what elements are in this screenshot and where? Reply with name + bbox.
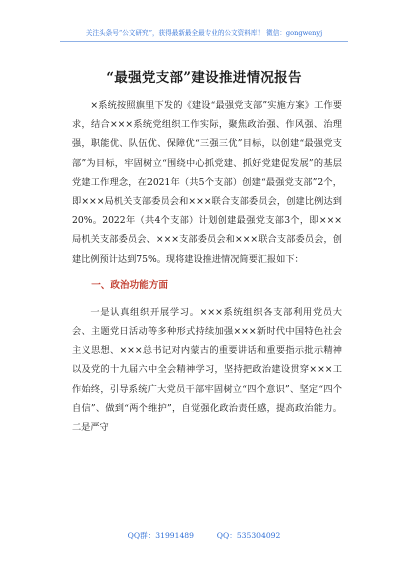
intro-paragraph: ×系统按照旗里下发的《建设“最强党支部”实施方案》工作要求，结合×××系统党组织工作实际，聚焦政治强、作风强、治理强，职能优、队伍优、保障优“三强三优”目标，以创建“最强党支部”为目标，牢固树立“围绕中心抓党建、抓好党建促发展”的基层党建工作理念，在2021年（共5个支部）创建“最强党支部”2个，即×××局机关支部委员会和×××联合支部委员会，创建比例达到20%。2022年（共4个支部）计划创建最强党支部3个，即×××局机关支部委员会、×××支部委员会和×××联合支部委员会，创建比例预计达到75%。现将建设推进情况简要汇报如下： xyxy=(72,100,342,265)
banner-divider xyxy=(60,41,348,42)
section-paragraph: 一是认真组织开展学习。×××系统组织各支部利用党员大会、主题党日活动等多种形式持续加强×××新时代中国特色社会主义思想、×××总书记对内蒙古的重要讲话和重要指示批示精神以及党的十九届六中全会精神学习，坚持把政治建设贯穿×××工作始终，引导系统广大党员干部牢固树立“四个意识”、坚定“四个自信”、做到“两个维护”，自觉强化政治责任感，提高政治能力。二是严守 xyxy=(72,306,342,434)
document-body xyxy=(72,96,342,437)
qq-text: QQ：535304092 xyxy=(216,531,281,540)
footer-contact xyxy=(0,530,408,541)
top-banner: 关注头条号“公文研究”，获得最新最全最专业的公文资料库！ 微信：gongwenyj xyxy=(85,29,323,37)
page-title: “最强党支部”建设推进情况报告 xyxy=(106,70,302,86)
qq-group-text: QQ群：31991489 xyxy=(127,531,194,540)
section-heading: 一、政治功能方面 xyxy=(91,279,168,291)
